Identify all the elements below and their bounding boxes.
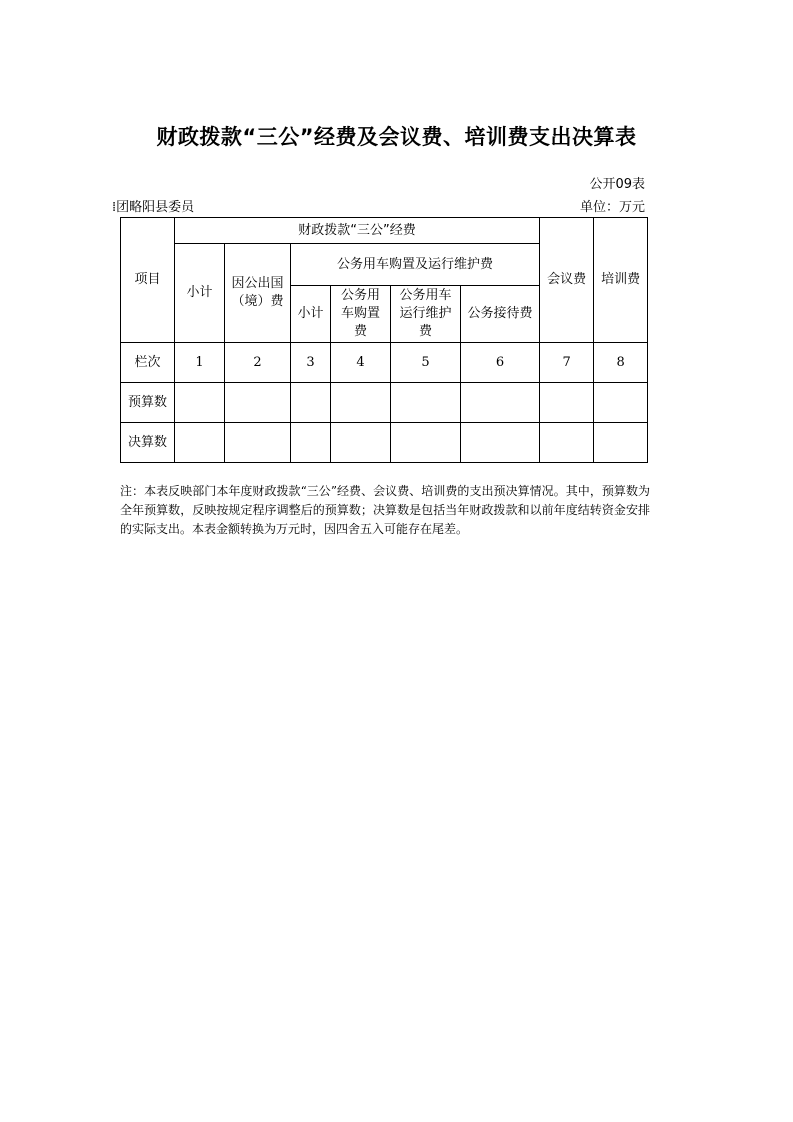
organization-label: 团略阳县委员 bbox=[116, 200, 195, 215]
budget-cell bbox=[540, 383, 594, 423]
col-number: 1 bbox=[175, 343, 225, 383]
col-number: 6 bbox=[461, 343, 540, 383]
col-number: 4 bbox=[331, 343, 391, 383]
footnote: 注：本表反映部门本年度财政拨款“三公”经费、会议费、培训费的支出预决算情况。其中，预算数为全年预算数，反映按规定程序调整后的预算数；决算数是包括当年财政拨款和以前年度结转资金安排的实际支出。本表金额转换为万元时，因四舍五入可能存在尾差。 bbox=[120, 484, 650, 536]
col-number: 7 bbox=[540, 343, 594, 383]
header-car: 公务用车购置及运行维护费 bbox=[291, 244, 540, 286]
budget-cell bbox=[461, 383, 540, 423]
final-cell bbox=[331, 423, 391, 463]
budget-cell bbox=[391, 383, 461, 423]
header-meeting: 会议费 bbox=[540, 218, 594, 343]
header-car-maint bbox=[391, 286, 461, 343]
header-abroad bbox=[225, 244, 291, 343]
header-item: 项目 bbox=[121, 218, 175, 343]
row-index-label: 栏次 bbox=[121, 343, 175, 383]
organization-name bbox=[112, 199, 318, 217]
final-cell bbox=[175, 423, 225, 463]
expenditure-table bbox=[120, 217, 648, 463]
final-cell bbox=[461, 423, 540, 463]
budget-cell bbox=[331, 383, 391, 423]
final-cell bbox=[225, 423, 291, 463]
header-reception: 公务接待费 bbox=[461, 286, 540, 343]
budget-cell bbox=[225, 383, 291, 423]
final-cell bbox=[391, 423, 461, 463]
form-code: 公开09表 bbox=[589, 177, 645, 192]
budget-cell bbox=[594, 383, 648, 423]
header-sangong: 财政拨款“三公”经费 bbox=[175, 218, 540, 244]
col-number: 2 bbox=[225, 343, 291, 383]
col-number: 5 bbox=[391, 343, 461, 383]
header-training: 培训费 bbox=[594, 218, 648, 343]
row-budget-label: 预算数 bbox=[121, 383, 175, 423]
header-car-purchase-label: 公务用车购置费 bbox=[340, 288, 380, 339]
header-car-subtotal: 小计 bbox=[291, 286, 331, 343]
header-subtotal: 小计 bbox=[175, 244, 225, 343]
org-prefix-glyph: ⁞ bbox=[112, 200, 117, 215]
row-final-label: 决算数 bbox=[121, 423, 175, 463]
budget-cell bbox=[175, 383, 225, 423]
final-cell bbox=[291, 423, 331, 463]
header-car-purchase bbox=[331, 286, 391, 343]
budget-cell bbox=[291, 383, 331, 423]
col-number: 3 bbox=[291, 343, 331, 383]
header-abroad-label: 因公出国（境）费 bbox=[231, 276, 284, 309]
final-cell bbox=[594, 423, 648, 463]
page-title: 财政拨款“三公”经费及会议费、培训费支出决算表 bbox=[156, 125, 637, 149]
header-car-maint-label: 公务用车运行维护费 bbox=[399, 288, 452, 339]
final-cell bbox=[540, 423, 594, 463]
col-number: 8 bbox=[594, 343, 648, 383]
unit-label: 单位：万元 bbox=[579, 200, 645, 215]
